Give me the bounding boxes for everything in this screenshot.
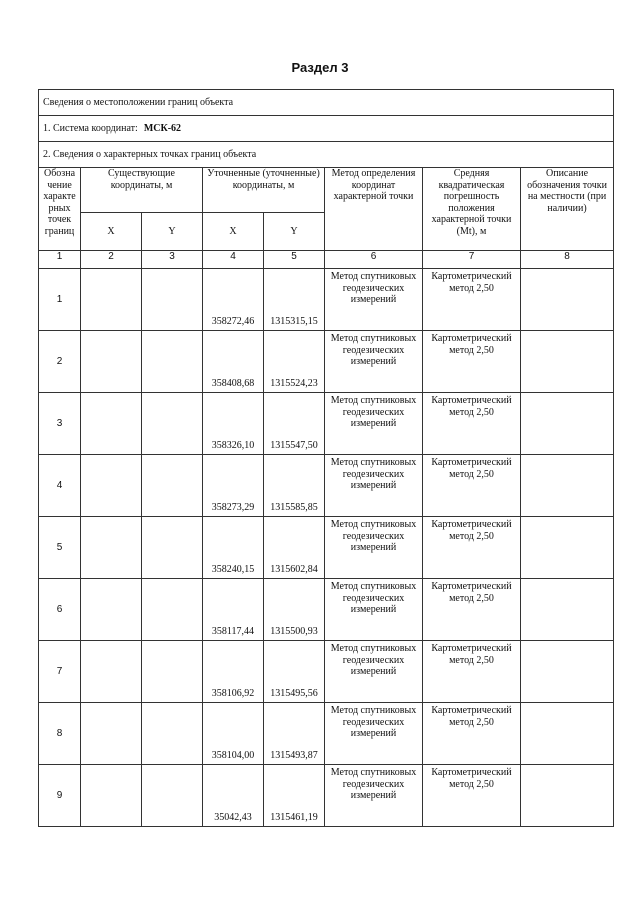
refined-x-value: 358104,00 bbox=[203, 703, 264, 765]
point-id: 5 bbox=[39, 517, 81, 579]
existing-x-value bbox=[81, 331, 142, 393]
refined-x-value: 358272,46 bbox=[203, 269, 264, 331]
description-value bbox=[521, 393, 614, 455]
refined-x-value: 358326,10 bbox=[203, 393, 264, 455]
table-row bbox=[39, 517, 614, 579]
point-id: 2 bbox=[39, 331, 81, 393]
section-title: Раздел 3 bbox=[291, 60, 349, 75]
refined-y-value: 1315524,23 bbox=[264, 331, 325, 393]
refined-y-value: 1315315,15 bbox=[264, 269, 325, 331]
header-refined-x: X bbox=[203, 213, 264, 251]
description-value bbox=[521, 331, 614, 393]
refined-x-value: 358106,92 bbox=[203, 641, 264, 703]
existing-x-value bbox=[81, 269, 142, 331]
header-method: Метод определения координат характерной точки bbox=[325, 168, 423, 251]
existing-x-value bbox=[81, 579, 142, 641]
method-value: Метод спутниковых геодезических измерений bbox=[325, 703, 423, 765]
table-row bbox=[39, 579, 614, 641]
header-description: Описание обозначения точки на местности (при наличии) bbox=[521, 168, 614, 251]
description-value bbox=[521, 455, 614, 517]
method-value: Метод спутниковых геодезических измерений bbox=[325, 269, 423, 331]
points-title: 2. Сведения о характерных точках границ объекта bbox=[39, 142, 614, 168]
point-id: 6 bbox=[39, 579, 81, 641]
point-id: 7 bbox=[39, 641, 81, 703]
refined-y-value: 1315493,87 bbox=[264, 703, 325, 765]
table-row bbox=[39, 765, 614, 827]
accuracy-value: Картометрический метод 2,50 bbox=[423, 455, 521, 517]
accuracy-value: Картометрический метод 2,50 bbox=[423, 579, 521, 641]
method-value: Метод спутниковых геодезических измерений bbox=[325, 455, 423, 517]
header-existing-y: Y bbox=[142, 213, 203, 251]
point-id: 4 bbox=[39, 455, 81, 517]
existing-x-value bbox=[81, 455, 142, 517]
description-value bbox=[521, 517, 614, 579]
existing-x-value bbox=[81, 703, 142, 765]
refined-x-value: 35042,43 bbox=[203, 765, 264, 827]
existing-y-value bbox=[142, 455, 203, 517]
accuracy-value: Картометрический метод 2,50 bbox=[423, 765, 521, 827]
point-id: 1 bbox=[39, 269, 81, 331]
description-value bbox=[521, 703, 614, 765]
point-id: 8 bbox=[39, 703, 81, 765]
column-number: 2 bbox=[81, 251, 142, 269]
existing-y-value bbox=[142, 765, 203, 827]
refined-y-value: 1315500,93 bbox=[264, 579, 325, 641]
existing-x-value bbox=[81, 641, 142, 703]
accuracy-value: Картометрический метод 2,50 bbox=[423, 517, 521, 579]
existing-y-value bbox=[142, 703, 203, 765]
existing-y-value bbox=[142, 393, 203, 455]
refined-y-value: 1315461,19 bbox=[264, 765, 325, 827]
existing-x-value bbox=[81, 765, 142, 827]
existing-y-value bbox=[142, 579, 203, 641]
column-number: 6 bbox=[325, 251, 423, 269]
method-value: Метод спутниковых геодезических измерений bbox=[325, 641, 423, 703]
table-row bbox=[39, 703, 614, 765]
column-number: 8 bbox=[521, 251, 614, 269]
table-row bbox=[39, 455, 614, 517]
header-existing-x: X bbox=[81, 213, 142, 251]
refined-y-value: 1315547,50 bbox=[264, 393, 325, 455]
header-refined-coords: Уточненные (уточненные) координаты, м bbox=[203, 168, 325, 213]
refined-x-value: 358273,29 bbox=[203, 455, 264, 517]
accuracy-value: Картометрический метод 2,50 bbox=[423, 269, 521, 331]
method-value: Метод спутниковых геодезических измерений bbox=[325, 765, 423, 827]
coordinate-system-value: МСК-62 bbox=[143, 122, 182, 134]
table-row bbox=[39, 393, 614, 455]
existing-y-value bbox=[142, 517, 203, 579]
refined-y-value: 1315585,85 bbox=[264, 455, 325, 517]
method-value: Метод спутниковых геодезических измерений bbox=[325, 331, 423, 393]
method-value: Метод спутниковых геодезических измерений bbox=[325, 393, 423, 455]
description-value bbox=[521, 765, 614, 827]
refined-x-value: 358408,68 bbox=[203, 331, 264, 393]
refined-x-value: 358117,44 bbox=[203, 579, 264, 641]
coordinate-system-row bbox=[39, 116, 614, 142]
header-accuracy: Средняя квадратическая погрешность положения характерной точки (Mt), м bbox=[423, 168, 521, 251]
description-value bbox=[521, 269, 614, 331]
header-refined-y: Y bbox=[264, 213, 325, 251]
description-value bbox=[521, 579, 614, 641]
column-number: 5 bbox=[264, 251, 325, 269]
header-point-id: Обозна чение характе рных точек границ bbox=[39, 168, 81, 251]
existing-y-value bbox=[142, 641, 203, 703]
accuracy-value: Картометрический метод 2,50 bbox=[423, 393, 521, 455]
accuracy-value: Картометрический метод 2,50 bbox=[423, 331, 521, 393]
method-value: Метод спутниковых геодезических измерений bbox=[325, 517, 423, 579]
table-row bbox=[39, 331, 614, 393]
column-number: 1 bbox=[39, 251, 81, 269]
coordinate-system-label: 1. Система координат: bbox=[43, 122, 138, 134]
column-number: 4 bbox=[203, 251, 264, 269]
existing-y-value bbox=[142, 269, 203, 331]
description-value bbox=[521, 641, 614, 703]
header-existing-coords: Существующие координаты, м bbox=[81, 168, 203, 213]
existing-y-value bbox=[142, 331, 203, 393]
accuracy-value: Картометрический метод 2,50 bbox=[423, 641, 521, 703]
boundary-points-table bbox=[38, 89, 614, 827]
method-value: Метод спутниковых геодезических измерений bbox=[325, 579, 423, 641]
column-number: 3 bbox=[142, 251, 203, 269]
column-number: 7 bbox=[423, 251, 521, 269]
boundaries-title: Сведения о местоположении границ объекта bbox=[39, 90, 614, 116]
existing-x-value bbox=[81, 517, 142, 579]
table-row bbox=[39, 269, 614, 331]
existing-x-value bbox=[81, 393, 142, 455]
refined-y-value: 1315495,56 bbox=[264, 641, 325, 703]
accuracy-value: Картометрический метод 2,50 bbox=[423, 703, 521, 765]
point-id: 9 bbox=[39, 765, 81, 827]
table-row bbox=[39, 641, 614, 703]
point-id: 3 bbox=[39, 393, 81, 455]
refined-y-value: 1315602,84 bbox=[264, 517, 325, 579]
refined-x-value: 358240,15 bbox=[203, 517, 264, 579]
